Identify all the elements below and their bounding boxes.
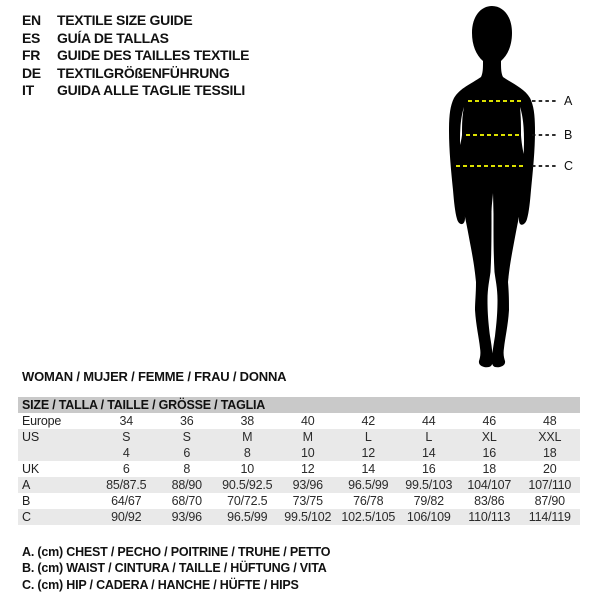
language-title: GUIDA ALLE TAGLIE TESSILI <box>57 82 245 99</box>
table-cell: 10 <box>240 462 254 476</box>
table-row <box>18 461 580 477</box>
table-cell: 87/90 <box>534 494 565 508</box>
table-cell: 76/78 <box>353 494 384 508</box>
table-row <box>18 445 580 461</box>
row-label: B <box>22 494 31 508</box>
table-cell: 88/90 <box>171 478 202 492</box>
language-title: GUIDE DES TAILLES TEXTILE <box>57 47 250 64</box>
table-cell: 20 <box>542 462 557 476</box>
table-cell: S <box>182 430 191 444</box>
table-cell: 40 <box>300 414 315 428</box>
table-cell: 64/67 <box>111 494 142 508</box>
table-cell: 114/119 <box>528 510 571 524</box>
table-cell: 83/86 <box>474 494 505 508</box>
table-cell: 70/72.5 <box>227 494 268 508</box>
table-cell: 93/96 <box>292 478 323 492</box>
table-cell: 16 <box>482 446 496 460</box>
table-cell: 8 <box>183 462 191 476</box>
table-cell: 104/107 <box>467 478 512 492</box>
row-label: UK <box>22 462 39 476</box>
table-cell: 10 <box>300 446 315 460</box>
table-cell: 14 <box>361 462 375 476</box>
table-cell: 38 <box>240 414 254 428</box>
table-cell: 18 <box>482 462 496 476</box>
language-title: GUÍA DE TALLAS <box>57 29 169 46</box>
table-cell: 79/82 <box>413 494 444 508</box>
size-table-header: SIZE / TALLA / TAILLE / GRÖSSE / TAGLIA <box>18 397 580 413</box>
table-cell: 18 <box>542 446 557 460</box>
woman-silhouette-figure <box>400 0 580 375</box>
table-cell: 44 <box>421 414 436 428</box>
table-cell: 68/70 <box>171 494 202 508</box>
language-code: ES <box>22 29 41 46</box>
table-cell: 85/87.5 <box>106 478 147 492</box>
table-cell: 6 <box>183 446 191 460</box>
table-cell: 46 <box>482 414 496 428</box>
table-cell: 12 <box>300 462 315 476</box>
table-cell: L <box>425 430 433 444</box>
table-cell: 99.5/103 <box>405 478 453 492</box>
table-cell: 107/110 <box>528 478 572 492</box>
table-cell: 36 <box>179 414 194 428</box>
table-row <box>18 429 580 445</box>
marker-label-c: C <box>564 159 574 173</box>
measurement-legend <box>22 544 330 593</box>
legend-line: A. (cm) CHEST / PECHO / POITRINE / TRUHE / PETTO <box>22 545 331 559</box>
table-cell: 48 <box>542 414 557 428</box>
table-cell: 96.5/99 <box>348 478 389 492</box>
table-cell: 8 <box>243 446 251 460</box>
table-cell: 110/113 <box>468 510 511 524</box>
size-table-rows <box>18 413 580 525</box>
table-cell: 99.5/102 <box>284 510 332 524</box>
table-cell: 34 <box>119 414 133 428</box>
table-cell: 106/109 <box>406 510 451 524</box>
table-cell: XL <box>481 430 497 444</box>
language-row-de <box>22 65 249 83</box>
table-cell: 16 <box>421 462 436 476</box>
table-row <box>18 413 580 429</box>
table-cell: 93/96 <box>171 510 202 524</box>
table-cell: 96.5/99 <box>227 510 268 524</box>
table-cell: 90.5/92.5 <box>222 478 273 492</box>
row-label: A <box>22 478 31 492</box>
table-cell: 4 <box>122 446 130 460</box>
language-code: EN <box>22 12 41 28</box>
gender-heading: WOMAN / MUJER / FEMME / FRAU / DONNA <box>22 369 287 384</box>
table-cell: 102.5/105 <box>341 510 396 524</box>
table-cell: M <box>302 430 313 444</box>
row-label <box>18 445 96 461</box>
table-cell: 90/92 <box>111 510 142 524</box>
table-row <box>18 477 580 493</box>
table-cell: 73/75 <box>292 494 323 508</box>
woman-silhouette <box>449 6 535 367</box>
row-label: Europe <box>22 414 62 428</box>
language-code: IT <box>22 82 34 99</box>
language-code: DE <box>22 64 41 81</box>
language-list <box>22 12 249 100</box>
language-code: FR <box>22 47 41 64</box>
language-row-en <box>22 12 249 30</box>
legend-line: B. (cm) WAIST / CINTURA / TAILLE / HÜFTUNG / VITA <box>22 561 327 576</box>
language-row-it <box>22 82 249 100</box>
language-row-es <box>22 30 249 48</box>
row-label: C <box>22 510 31 524</box>
table-cell: 6 <box>122 462 130 476</box>
table-cell: XXL <box>538 430 562 444</box>
table-cell: 14 <box>421 446 436 460</box>
table-row <box>18 493 580 509</box>
row-label: US <box>22 430 39 444</box>
table-row <box>18 509 580 525</box>
table-cell: 12 <box>361 446 375 460</box>
legend-line: C. (cm) HIP / CADERA / HANCHE / HÜFTE / HIPS <box>22 577 299 592</box>
language-row-fr <box>22 47 249 65</box>
language-title: TEXTILGRÖßENFÜHRUNG <box>57 64 230 81</box>
marker-label-b: B <box>564 128 573 142</box>
marker-label-a: A <box>564 94 573 108</box>
table-cell: M <box>242 430 253 444</box>
table-cell: S <box>122 430 131 444</box>
size-table <box>18 397 580 525</box>
table-cell: L <box>364 430 372 444</box>
language-title: TEXTILE SIZE GUIDE <box>57 12 193 28</box>
table-cell: 42 <box>361 414 375 428</box>
